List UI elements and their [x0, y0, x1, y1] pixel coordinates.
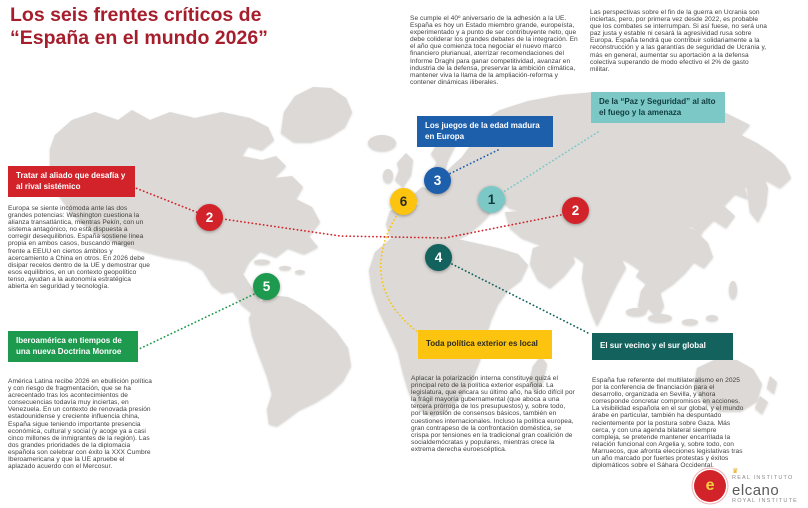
map-marker-africa-4[interactable]: 4 — [425, 244, 452, 271]
panel-body-local-politics: Aplacar la polarización interna constituye quizá el principal reto de la política exterior española. La legislatura, que encara su último año, ha sido difícil por la frágil mayoría gubernamental (que aboca a una tercera prórroga de los presupuestos) y, sobre todo, por la erosión de consensos básicos, también en cuestiones internacionales. Incluso la política europea, gran contrapeso de la confrontación doméstica, se crispa por tensiones en la tradicional gran coalición de socialdemócratas y populares, mientras crece la extrema derecha euroescéptica. — [411, 375, 575, 453]
elcano-logo — [694, 468, 798, 504]
page-title-line1: Los seis frentes críticos de — [10, 4, 262, 26]
map-marker-ukraine-1[interactable]: 1 — [478, 186, 505, 213]
panel-body-south-global: España fue referente del multilateralismo en 2025 por la conferencia de financiación para el desarrollo, organizada en Sevilla, y ahora corresponde concretar compromisos en acciones. La visibilidad española en el sur global, y el mundo árabe en particular, también ha despuntado recientemente por la postura sobre Gaza. Más cerca, y con una agenda bilateral siempre compleja, se pretende mantener encarrilada la relación funcional con Argelia y, sobre todo, con Marruecos, que afronta elecciones legislativas tras un año marcado por fuertes protestas y éxitos diplomáticos sobre el Sáhara Occidental. — [592, 377, 744, 470]
logo-text-bottom: ROYAL INSTITUTE — [732, 497, 798, 504]
panel-heading-iberoamerica: Iberoamérica en tiempos de una nueva Doctrina Monroe — [8, 331, 138, 362]
map-marker-china-2[interactable]: 2 — [562, 197, 589, 224]
logo-text-top: REAL INSTITUTO — [732, 475, 794, 481]
panel-heading-europe-maturity: Los juegos de la edad madura en Europa — [417, 116, 553, 147]
intro-ukraine-war-text: Las perspectivas sobre el fin de la guerra en Ucrania son inciertas, pero, por primera vez desde 2022, es probable que los combates se interrumpan. Si así fuese, no será una paz justa y estable ni cesará la agresividad rusa sobre Europa. España tendrá que contribuir solidariamente a la reconstrucción y a las garantías de seguridad de Ucrania y, más en general, aumentar su aportación a la defensa colectiva superando de modo efectivo el 2% de gasto militar. — [590, 9, 767, 73]
elcano-sun-icon: e — [694, 470, 726, 502]
intro-eu-membership-text: Se cumple el 40º aniversario de la adhesión a la UE. España es hoy un Estado miembro grande, europeísta, experimentado y a punto de ser contribuyente neto, que debe coliderar los grandes debates de la integración. En el año que comienza toca negociar el nuevo marco financiero plurianual, aterrizar recomendaciones del Informe Draghi para ganar competitividad, avanzar en industria de la defensa, preservar la ambición climática, mantener viva la llama de la ampliación-reforma y contener dinámicas iliberales. — [410, 15, 578, 86]
panel-body-iberoamerica: América Latina recibe 2026 en ebullición política y con riesgo de fragmentación, que se ha acrecentado tras los acontecimientos de consecuencias todavía muy inciertas, en Venezuela. En un contexto de renovada presión estadounidense y creciente influencia china, España sigue teniendo importante presencia económica, cultural y social (y acoge ya a casi cinco millones de inmigrantes de la región). Las dos grandes prioridades de la diplomacia española son celebrar con éxito la XXX Cumbre Iberoamericana y que la UE apruebe el aplazado acuerdo con el Mercosur. — [8, 378, 152, 471]
panel-heading-south-global: El sur vecino y el sur global — [592, 333, 733, 360]
page-title-line2: “España en el mundo 2026” — [10, 27, 268, 49]
panel-heading-local-politics: Toda política exterior es local — [418, 330, 552, 359]
map-marker-latam-5[interactable]: 5 — [253, 273, 280, 300]
map-marker-europe-3[interactable]: 3 — [424, 167, 451, 194]
connector-green-line — [137, 288, 267, 350]
map-marker-spain-6[interactable]: 6 — [390, 188, 417, 215]
logo-text-name: elcano — [732, 481, 780, 499]
panel-heading-peace-security: De la “Paz y Seguridad” al alto el fuego y la amenaza — [591, 92, 725, 123]
map-marker-usa-2[interactable]: 2 — [196, 204, 223, 231]
page-title — [10, 4, 330, 50]
panel-body-ally-rival: Europa se siente incómoda ante las dos grandes potencias: Washington cuestiona la alianza transatlántica, mientras Pekín, con un sistema antagónico, no está dispuesta a corregir desequilibrios. España sostiene línea propia en ambos casos, buscando margen frente a EEUU en ciertos ámbitos y acercamiento a China en otros. En 2026 debe disipar recelos dentro de la UE y demostrar que esos equilibrios, en un contexto geopolítico tenso, ayudan a la autonomía estratégica abierta en seguridad y tecnología. — [8, 205, 150, 291]
crown-icon: ♛ — [732, 468, 739, 475]
panel-heading-ally-rival: Tratar al aliado que desafía y al rival sistémico — [8, 166, 135, 197]
